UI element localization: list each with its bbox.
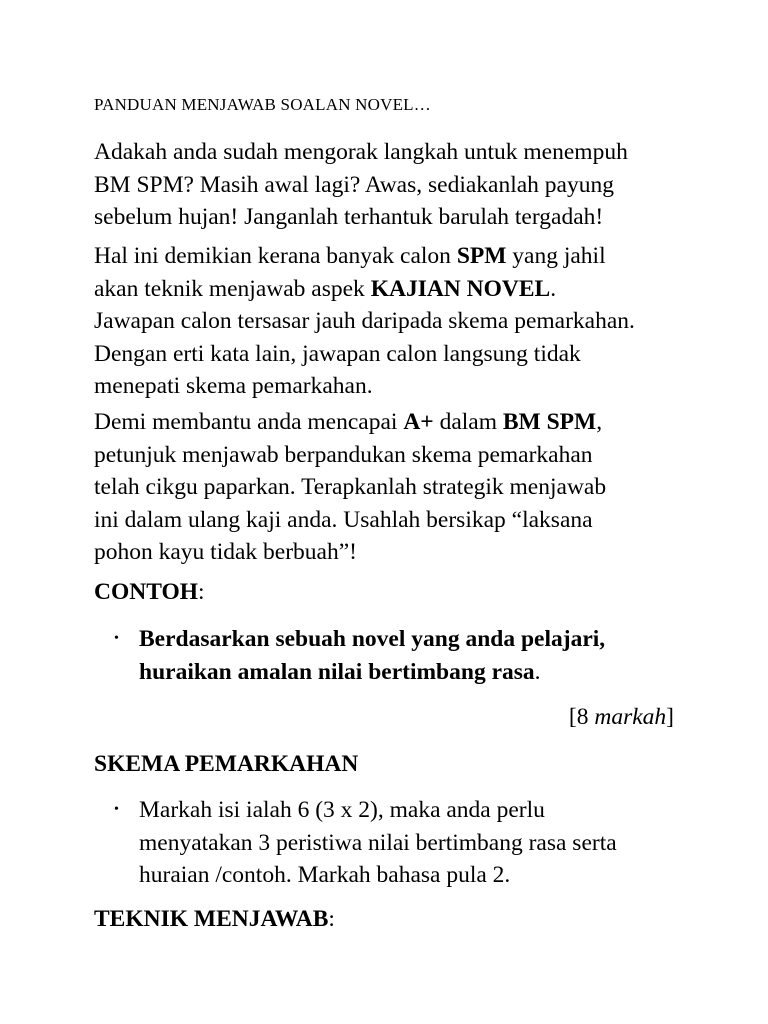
heading-colon: : <box>198 579 205 605</box>
bold-text: huraikan amalan nilai bertimbang rasa <box>139 658 535 685</box>
bold-text: SPM <box>456 243 507 269</box>
text-line: ini dalam ulang kaji anda. Usahlah bersikap “laksana <box>94 506 593 533</box>
text-run: akan teknik menjawab aspek <box>94 275 371 302</box>
text-line: BM SPM? Masih awal lagi? Awas, sediakanlah payung <box>94 171 614 198</box>
heading-text: SKEMA PEMARKAHAN <box>94 751 359 777</box>
text-run: [8 <box>568 704 595 730</box>
text-line <box>94 406 694 439</box>
text-run: . <box>534 658 541 685</box>
text-line <box>94 273 694 306</box>
text-line <box>94 240 694 273</box>
text-line: Jawapan calon tersasar jauh daripada skema pemarkahan. <box>94 308 635 334</box>
paragraph-2 <box>94 240 694 403</box>
question-text <box>139 623 605 688</box>
text-line: Adakah anda sudah mengorak langkah untuk menempuh <box>94 139 628 165</box>
text-line: pohon kayu tidak berbuah”! <box>94 539 357 565</box>
text-run: ] <box>666 704 674 730</box>
text-run: dalam <box>433 409 503 435</box>
question-item <box>94 623 714 693</box>
text-line: menepati skema pemarkahan. <box>94 373 373 399</box>
text-line: Dengan erti kata lain, jawapan calon langsung tidak <box>94 340 581 367</box>
skema-heading <box>94 748 358 780</box>
italic-text: markah <box>594 704 667 730</box>
contoh-heading <box>94 576 205 608</box>
text-run: Hal ini demikian kerana banyak calon <box>94 243 457 269</box>
bold-text: BM SPM <box>502 409 597 435</box>
text-run: , <box>596 409 603 435</box>
text-line: sebelum hujan! Janganlah terhantuk barulah tergadah! <box>94 204 604 230</box>
text-line: huraian /contoh. Markah bahasa pula 2. <box>139 862 511 888</box>
document-header: PANDUAN MENJAWAB SOALAN NOVEL… <box>94 95 431 114</box>
teknik-heading <box>94 903 335 935</box>
heading-text: TEKNIK MENJAWAB <box>94 906 329 932</box>
bullet-icon: • <box>114 631 119 646</box>
bold-text: A+ <box>403 409 434 435</box>
text-line: telah cikgu paparkan. Terapkanlah strategik menjawab <box>94 474 607 500</box>
text-line: Berdasarkan sebuah novel yang anda pelajari, <box>139 626 606 652</box>
text-run: yang jahil <box>506 243 606 269</box>
text-run: Demi membantu anda mencapai <box>94 409 404 435</box>
bold-text: KAJIAN NOVEL <box>370 275 551 302</box>
text-line: petunjuk menjawab berpandukan skema pemarkahan <box>94 441 593 468</box>
bullet-icon: • <box>114 802 119 817</box>
heading-colon: : <box>328 906 335 932</box>
skema-text <box>139 794 617 892</box>
skema-item <box>94 794 714 894</box>
text-line: Markah isi ialah 6 (3 x 2), maka anda perlu <box>139 797 545 823</box>
text-line: menyatakan 3 peristiwa nilai bertimbang rasa serta <box>139 829 617 856</box>
paragraph-3 <box>94 406 694 569</box>
text-run: . <box>550 275 557 302</box>
marks-label <box>569 701 674 733</box>
heading-text: CONTOH <box>94 579 199 605</box>
text-line <box>139 656 605 689</box>
intro-paragraph <box>94 136 694 234</box>
